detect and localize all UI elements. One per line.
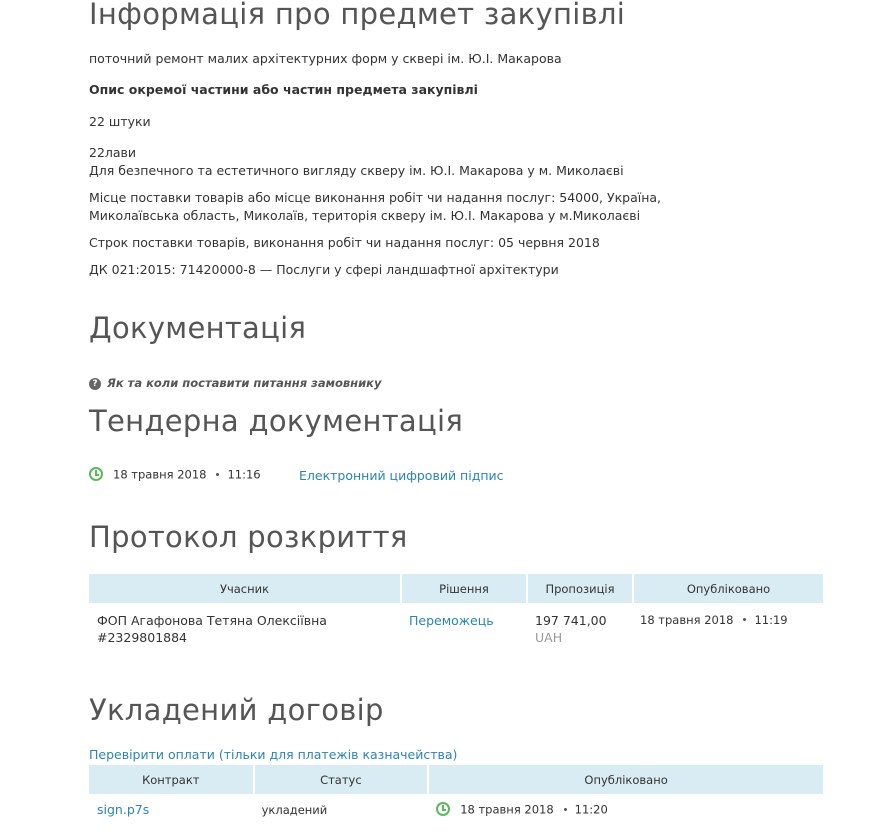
table-row — [89, 603, 823, 662]
published-time: 11:19 — [754, 613, 788, 627]
separator-dot — [743, 618, 746, 621]
separator-dot — [564, 808, 567, 811]
delivery-place-line2: Миколаївська область, Миколаїв, територія скверу ім. Ю.І. Макарова у м.Миколаєві — [89, 208, 641, 223]
ask-question-link[interactable] — [89, 375, 381, 392]
col-participant: Учасник — [89, 574, 401, 603]
procurement-subject: поточний ремонт малих архітектурних форм у сквері ім. Ю.І. Макарова — [89, 51, 562, 66]
tender-docs-title: Тендерна документація — [89, 404, 464, 438]
col-status: Статус — [254, 765, 429, 794]
protocol-title: Протокол розкриття — [89, 520, 408, 554]
decision-winner-link[interactable]: Переможець — [409, 613, 494, 628]
participant-name: ФОП Агафонова Тетяна Олексіївна — [97, 613, 327, 628]
protocol-table — [89, 574, 823, 662]
participant-id: #2329801884 — [97, 630, 188, 645]
clock-icon — [436, 802, 450, 816]
contract-table — [89, 765, 823, 818]
col-contract-published: Опубліковано — [428, 765, 823, 794]
col-decision: Рішення — [401, 574, 527, 603]
check-payments-link[interactable]: Перевірити оплати (тільки для платежів казначейства) — [89, 747, 458, 762]
contract-status: укладений — [261, 803, 328, 817]
item-quantity: 22 штуки — [89, 114, 151, 129]
col-published: Опубліковано — [633, 574, 823, 603]
separator-dot — [216, 473, 219, 476]
part-description-heading: Опис окремої частини або частин предмета закупівлі — [89, 82, 478, 97]
item-description: Для безпечного та естетичного вигляду скверу ім. Ю.І. Макарова у м. Миколаєві — [89, 163, 624, 178]
offer-currency: UAH — [535, 630, 563, 645]
col-contract: Контракт — [89, 765, 254, 794]
question-circle-icon: ? — [89, 378, 101, 390]
ask-question-label: Як та коли поставити питання замовнику — [107, 376, 382, 390]
col-offer: Пропозиція — [527, 574, 633, 603]
digital-signature-link[interactable]: Електронний цифровий підпис — [299, 468, 504, 483]
tender-docs-date: 18 травня 2018 — [113, 467, 207, 482]
info-section-title: Інформація про предмет закупівлі — [89, 0, 626, 31]
contract-date: 18 травня 2018 — [460, 802, 554, 817]
item-name: 22лави — [89, 145, 137, 160]
delivery-place-line1: Місце поставки товарів або місце виконання робіт чи надання послуг: 54000, Україна, — [89, 190, 662, 205]
contract-time: 11:20 — [574, 802, 608, 817]
documentation-title: Документація — [89, 311, 307, 345]
tender-docs-time: 11:16 — [227, 467, 261, 482]
delivery-term: Строк поставки товарів, виконання робіт чи надання послуг: 05 червня 2018 — [89, 235, 600, 250]
clock-icon — [89, 467, 103, 481]
tender-docs-published — [89, 467, 261, 483]
contract-file-link[interactable]: sign.p7s — [97, 802, 150, 817]
contract-title: Укладений договір — [89, 693, 384, 727]
offer-amount: 197 741,00 — [535, 613, 607, 628]
published-date: 18 травня 2018 — [640, 613, 734, 627]
classifier-code: ДК 021:2015: 71420000-8 — Послуги у сфері ландшафтної архітектури — [89, 262, 559, 277]
table-row — [89, 794, 823, 818]
